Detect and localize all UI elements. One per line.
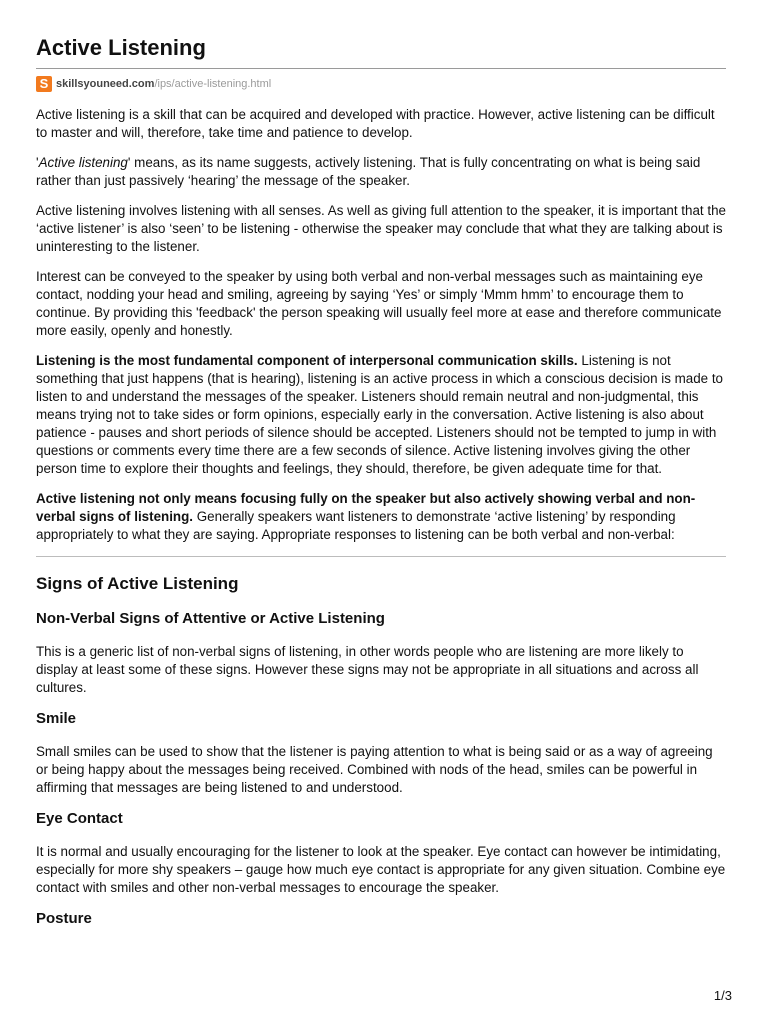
eye-contact-text: It is normal and usually encouraging for the listener to look at the speaker. Eye contact can however be intimidating, especially for more shy speakers – gauge how much eye contact is appropriate for any given situation. Combine eye contact with smiles and other non-verbal messages to encourage the speaker. <box>36 844 726 895</box>
document-page <box>36 34 726 943</box>
paragraph-2-quote: ' <box>36 155 39 170</box>
smile-heading: Smile <box>36 710 77 727</box>
smile-text: Small smiles can be used to show that the listener is paying attention to what is being said or as a way of agreeing or being happy about the messages being received. Combined with nods of the head, smiles can be powerful in affirming that messages are being listened to and understood. <box>36 744 713 795</box>
section-intro: This is a generic list of non-verbal signs of listening, in other words people who are listening are more likely to display at least some of these signs. However these signs may not be appropriate in all situations and across all cultures. <box>36 644 699 695</box>
paragraph-2-text: ' means, as its name suggests, actively listening. That is fully concentrating on what is being said rather than just passively ‘hearing’ the message of the speaker. <box>36 155 701 188</box>
paragraph-5 <box>36 352 726 478</box>
posture-heading: Posture <box>36 910 92 927</box>
paragraph-6 <box>36 490 726 544</box>
paragraph-2 <box>36 154 726 190</box>
title-rule <box>36 68 726 69</box>
source-line <box>36 75 726 93</box>
page-title: Active Listening <box>36 35 206 60</box>
paragraph-1: Active listening is a skill that can be acquired and developed with practice. However, active listening can be difficult to master and will, therefore, take time and patience to develop. <box>36 107 715 140</box>
section-heading: Signs of Active Listening <box>36 574 239 593</box>
paragraph-2-term: Active listening <box>38 155 128 170</box>
paragraph-5-lead: Listening is the most fundamental component of interpersonal communication skills. <box>36 353 578 368</box>
section-subheading: Non-Verbal Signs of Attentive or Active Listening <box>36 610 385 627</box>
paragraph-4: Interest can be conveyed to the speaker by using both verbal and non-verbal messages such as maintaining eye contact, nodding your head and smiling, agreeing by saying ‘Yes’ or simply ‘Mmm hmm’ to encourage them to continue. By providing this 'feedback' the person speaking will usually feel more at ease and therefore communicate more easily, openly and honestly. <box>36 269 722 338</box>
paragraph-3: Active listening involves listening with all senses. As well as giving full attention to the speaker, it is important that the ‘active listener’ is also ‘seen’ to be listening - otherwise the speaker may conclude that what they are talking about is uninteresting to the listener. <box>36 203 726 254</box>
paragraph-5-text: Listening is not something that just happens (that is hearing), listening is an active process in which a conscious decision is made to listen to and understand the messages of the speaker. Listeners should remain neutral and non-judgmental, this means trying not to take sides or form opinions, especially early in the conversation. Active listening is also about patience - pauses and short periods of silence should be accepted. Listeners should not be tempted to jump in with questions or comments every time there are a few seconds of silence. Active listening involves giving the other person time to explore their thoughts and feelings, they should, therefore, be given adequate time for that. <box>36 353 724 476</box>
source-path: /ips/active-listening.html <box>154 78 272 90</box>
eye-contact-heading: Eye Contact <box>36 810 123 827</box>
section-divider <box>36 556 726 557</box>
paragraph-6-lead: Active listening not only means focusing fully on the speaker but also actively showing verbal and non-verbal signs of listening. <box>36 491 696 524</box>
source-link[interactable] <box>56 78 271 90</box>
paragraph-6-text: Generally speakers want listeners to demonstrate ‘active listening’ by responding appropriately to what they are saying. Appropriate responses to listening can be both verbal and non-verbal: <box>36 509 676 542</box>
source-domain: skillsyouneed.com <box>56 78 155 90</box>
site-logo-icon: S <box>36 76 52 92</box>
page-number: 1/3 <box>713 988 732 1003</box>
